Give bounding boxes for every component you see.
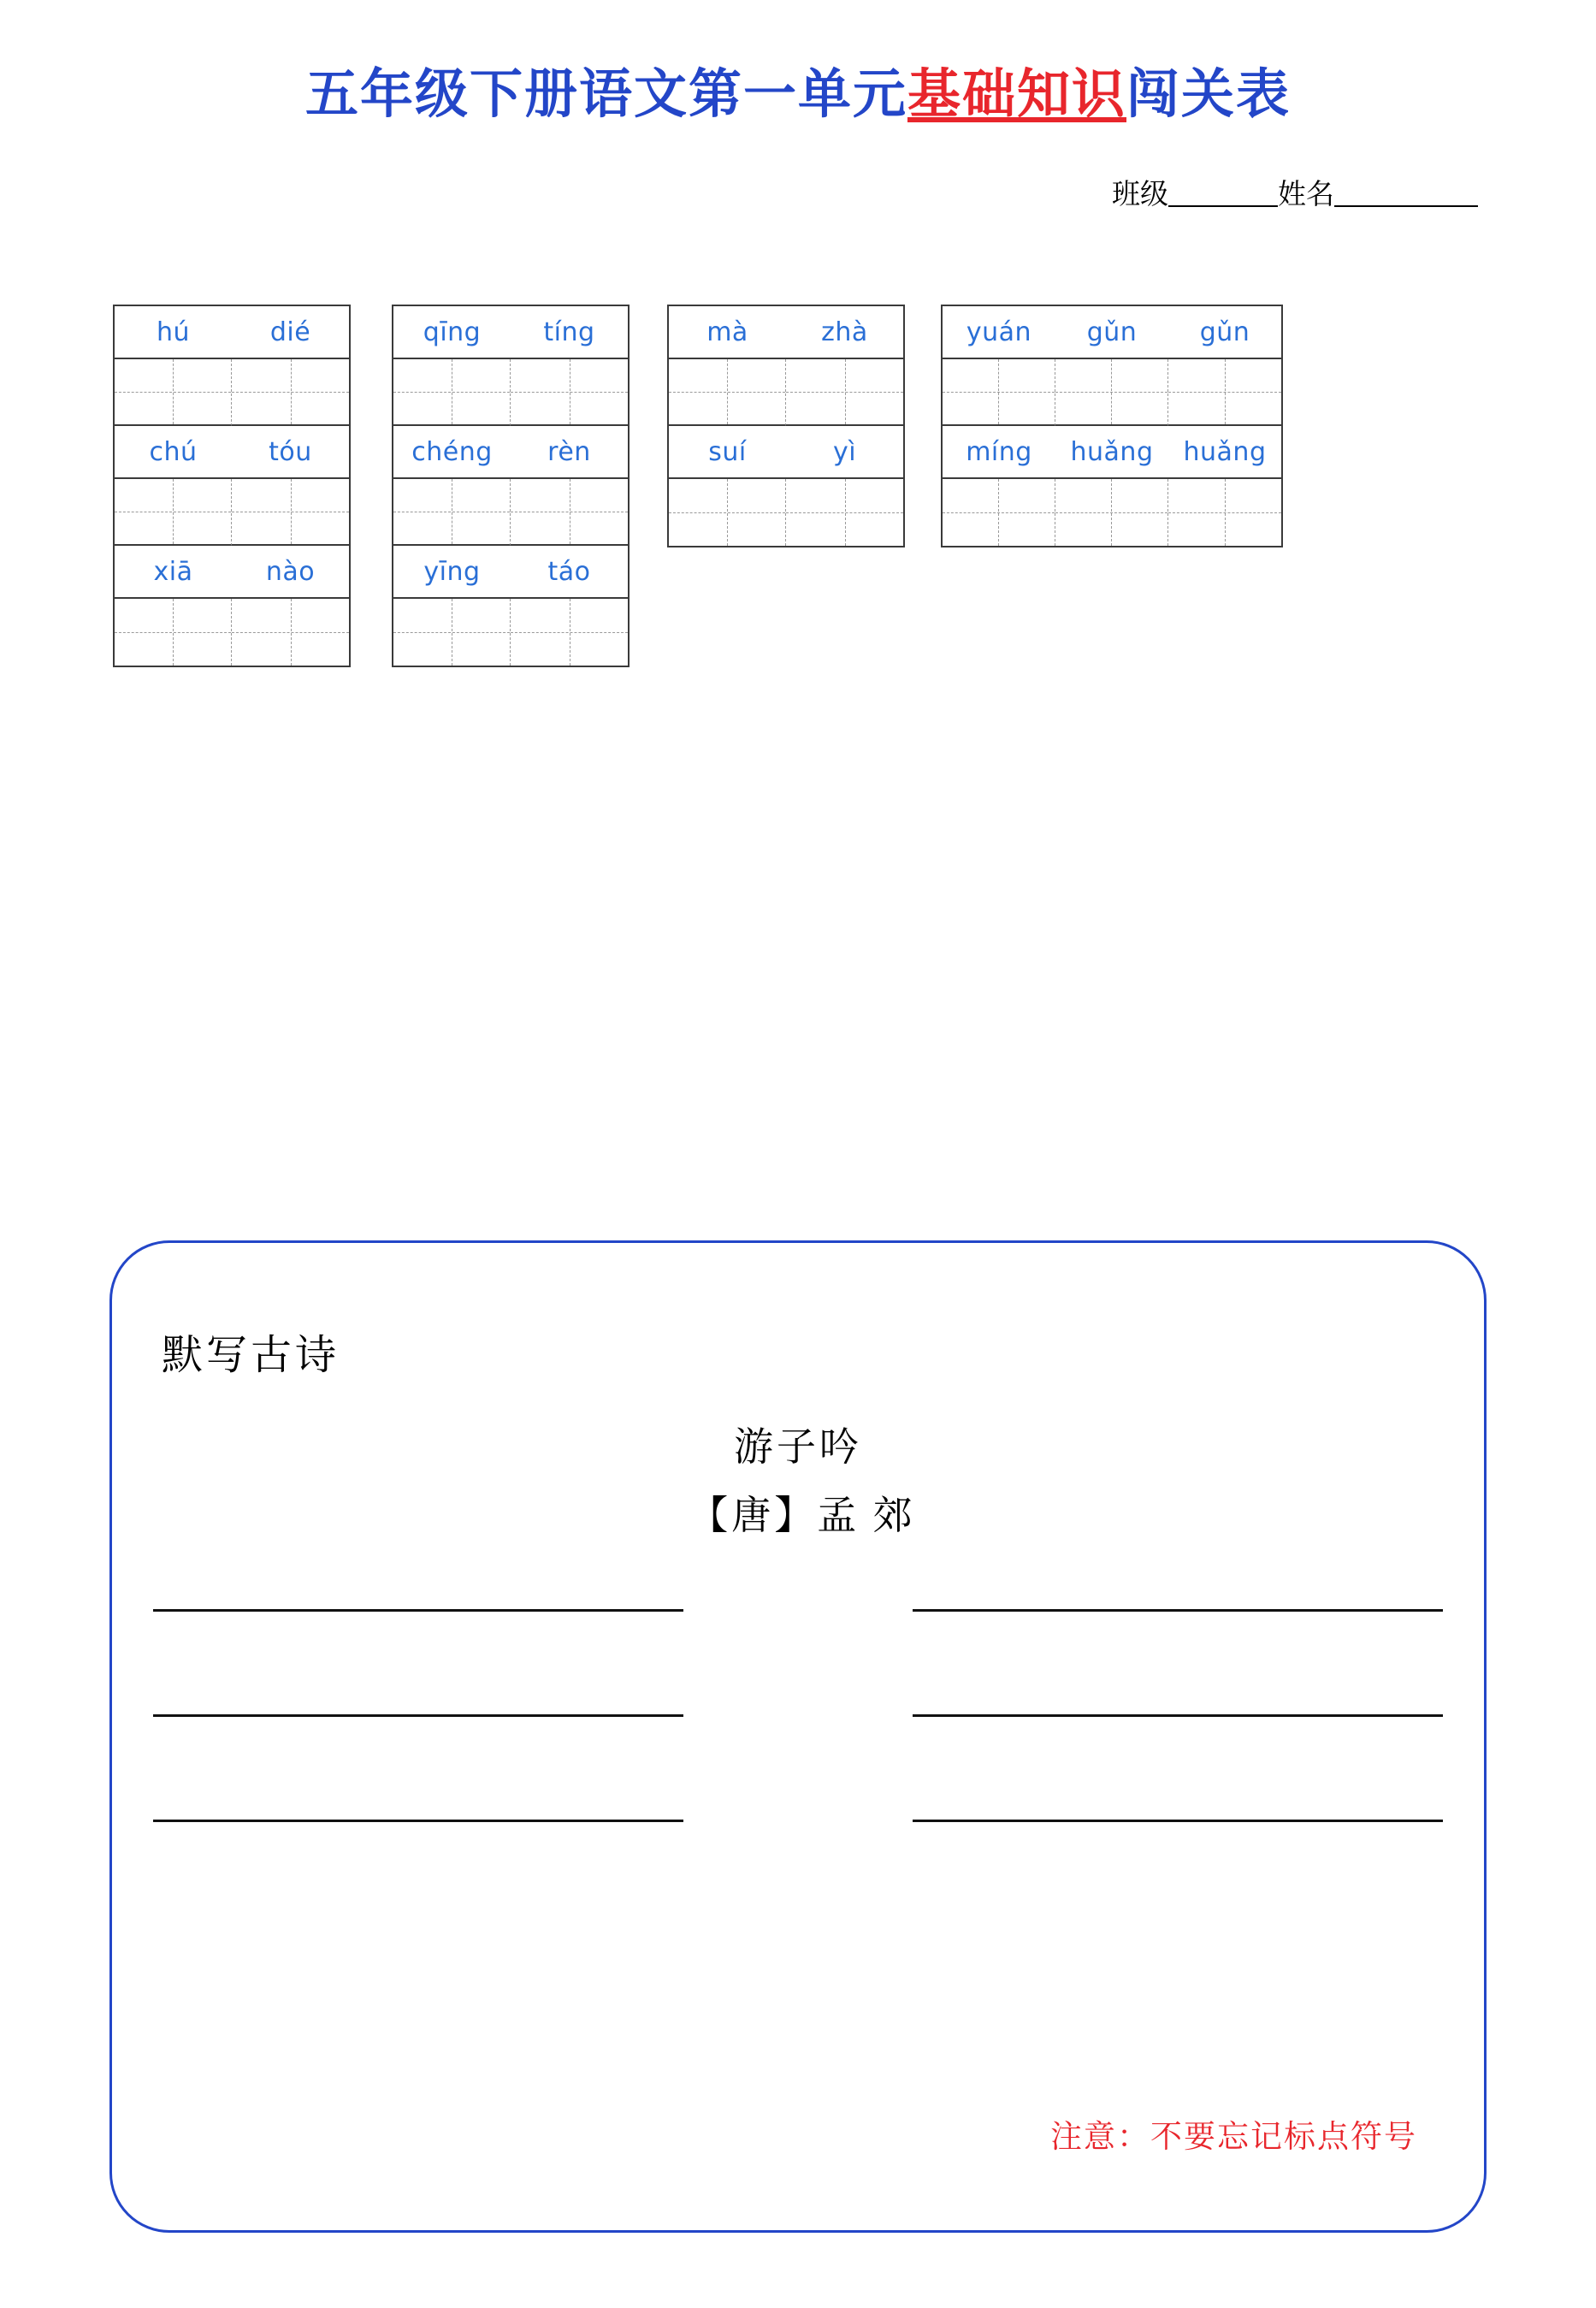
- writing-cell[interactable]: [1168, 359, 1281, 426]
- pinyin-text: yì: [832, 436, 857, 467]
- poem-write-lines: [112, 1602, 1484, 1918]
- pinyin-row: [669, 306, 903, 359]
- writing-row: [393, 359, 628, 426]
- writing-cell[interactable]: [393, 599, 511, 666]
- writing-cell[interactable]: [669, 359, 786, 426]
- cell-midline-v: [173, 599, 174, 666]
- page-title: [0, 51, 1596, 127]
- writing-row: [115, 599, 349, 666]
- page-title-part1: 五年级下册语文第一单元: [304, 66, 907, 124]
- poem-notice: 注意：不要忘记标点符号: [1050, 2120, 1417, 2155]
- poem-write-line[interactable]: [913, 1707, 1443, 1717]
- writing-cell[interactable]: [786, 479, 903, 546]
- pinyin-text: zhà: [821, 317, 868, 347]
- poem-write-line[interactable]: [913, 1813, 1443, 1822]
- pinyin-text: míng: [966, 436, 1032, 467]
- writing-cell[interactable]: [1168, 479, 1281, 546]
- student-info-line: [0, 172, 1596, 212]
- poem-author: 【唐】孟 郊: [689, 1494, 916, 1537]
- pinyin-row: [943, 306, 1281, 359]
- writing-row: [669, 359, 903, 426]
- writing-cell[interactable]: [511, 359, 628, 426]
- writing-row: [943, 479, 1281, 546]
- cell-midline-v: [1225, 479, 1226, 546]
- poem-line-row: [112, 1707, 1484, 1717]
- class-blank[interactable]: [1168, 180, 1278, 207]
- pinyin-text: chéng: [411, 436, 493, 467]
- pinyin-row: [943, 426, 1281, 479]
- pinyin-text: rèn: [547, 436, 591, 467]
- pinyin-row: [669, 426, 903, 479]
- pinyin-block-3: [667, 305, 905, 547]
- pinyin-block-4: [941, 305, 1283, 547]
- pinyin-text: yīng: [423, 556, 481, 587]
- pinyin-text: mà: [706, 317, 748, 347]
- writing-row: [115, 359, 349, 426]
- pinyin-text: suí: [708, 436, 747, 467]
- pinyin-text: qīng: [423, 317, 482, 347]
- poem-write-line[interactable]: [153, 1707, 683, 1717]
- page-title-highlight: 基础知识: [907, 66, 1126, 124]
- cell-midline-v: [291, 359, 292, 424]
- writing-cell[interactable]: [1055, 359, 1168, 426]
- cell-midline-v: [845, 359, 846, 424]
- pinyin-row: [393, 546, 628, 599]
- writing-row: [393, 599, 628, 666]
- cell-midline-v: [173, 479, 174, 544]
- writing-cell[interactable]: [393, 359, 511, 426]
- poem-title: 游子吟: [734, 1425, 862, 1469]
- cell-midline-v: [1111, 479, 1112, 546]
- poem-write-line[interactable]: [153, 1813, 683, 1822]
- pinyin-text: gǔn: [1086, 317, 1138, 347]
- cell-midline-v: [1111, 359, 1112, 424]
- writing-cell[interactable]: [1055, 479, 1168, 546]
- pinyin-row: [115, 426, 349, 479]
- poem-line-row: [112, 1813, 1484, 1822]
- pinyin-text: tóu: [269, 436, 312, 467]
- cell-midline-v: [291, 479, 292, 544]
- poem-write-line[interactable]: [913, 1602, 1443, 1612]
- pinyin-text: huǎng: [1183, 436, 1267, 467]
- writing-row: [393, 479, 628, 546]
- writing-cell[interactable]: [943, 359, 1055, 426]
- writing-cell[interactable]: [786, 359, 903, 426]
- cell-midline-v: [727, 479, 728, 546]
- writing-cell[interactable]: [232, 359, 349, 426]
- writing-cell[interactable]: [232, 599, 349, 666]
- pinyin-grid-area: [0, 305, 1596, 938]
- writing-row: [943, 359, 1281, 426]
- pinyin-row: [393, 426, 628, 479]
- pinyin-text: nào: [265, 556, 316, 587]
- writing-cell[interactable]: [943, 479, 1055, 546]
- writing-cell[interactable]: [669, 479, 786, 546]
- writing-cell[interactable]: [115, 359, 232, 426]
- pinyin-row: [393, 306, 628, 359]
- pinyin-text: hú: [156, 317, 191, 347]
- pinyin-text: huǎng: [1070, 436, 1154, 467]
- cell-midline-v: [1225, 359, 1226, 424]
- pinyin-text: tíng: [543, 317, 595, 347]
- cell-midline-v: [727, 359, 728, 424]
- pinyin-text: xiā: [153, 556, 193, 587]
- pinyin-row: [115, 546, 349, 599]
- page-title-part2: 闯关表: [1126, 66, 1292, 124]
- pinyin-text: táo: [547, 556, 591, 587]
- cell-midline-v: [845, 479, 846, 546]
- name-label: 姓名: [1278, 180, 1334, 210]
- pinyin-row: [115, 306, 349, 359]
- pinyin-text: gǔn: [1199, 317, 1250, 347]
- poem-section-label: 默写古诗: [162, 1333, 340, 1378]
- pinyin-block-2: [392, 305, 630, 667]
- poem-dictation-box: [109, 1240, 1487, 2233]
- class-label: 班级: [1112, 180, 1168, 210]
- name-blank[interactable]: [1334, 180, 1478, 207]
- writing-row: [115, 479, 349, 546]
- cell-midline-v: [998, 359, 999, 424]
- writing-cell[interactable]: [511, 479, 628, 546]
- pinyin-block-1: [113, 305, 351, 667]
- writing-cell[interactable]: [232, 479, 349, 546]
- writing-cell[interactable]: [511, 599, 628, 666]
- pinyin-text: chú: [149, 436, 198, 467]
- pinyin-text: dié: [269, 317, 311, 347]
- writing-row: [669, 479, 903, 546]
- poem-write-line[interactable]: [153, 1602, 683, 1612]
- pinyin-text: yuán: [966, 317, 1032, 347]
- writing-cell[interactable]: [115, 599, 232, 666]
- poem-line-row: [112, 1602, 1484, 1612]
- cell-midline-v: [173, 359, 174, 424]
- writing-cell[interactable]: [393, 479, 511, 546]
- writing-cell[interactable]: [115, 479, 232, 546]
- cell-midline-v: [998, 479, 999, 546]
- cell-midline-v: [291, 599, 292, 666]
